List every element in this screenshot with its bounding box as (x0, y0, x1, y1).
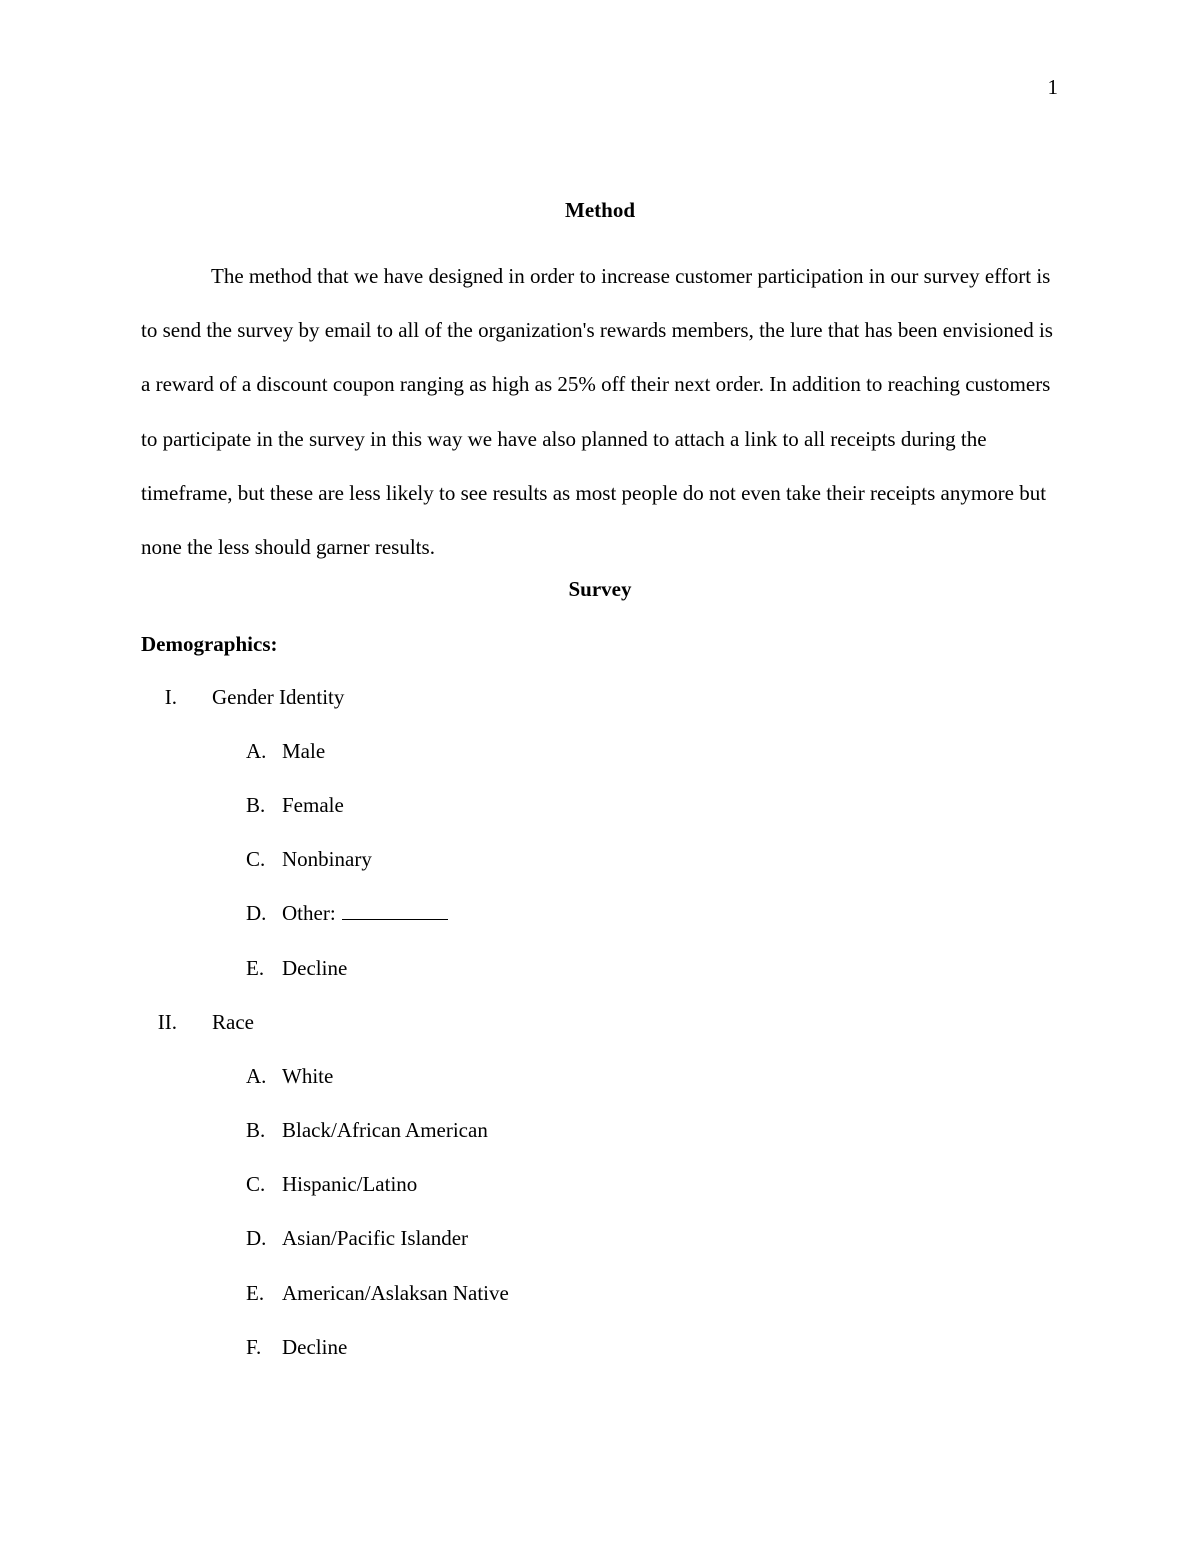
option-text: Asian/Pacific Islander (282, 1226, 469, 1250)
option-letter: D. (246, 1226, 267, 1250)
option-text: Male (282, 739, 326, 763)
demographics-label: Demographics: (141, 632, 278, 656)
option-text: American/Aslaksan Native (282, 1281, 509, 1305)
option-text: Decline (282, 1335, 348, 1359)
option-letter: C. (246, 1172, 266, 1196)
option-text: White (282, 1064, 334, 1088)
option-letter: D. (246, 901, 267, 925)
option-other (282, 900, 448, 926)
survey-heading: Survey (568, 577, 632, 601)
option-text: Nonbinary (282, 847, 372, 871)
method-paragraph: The method that we have designed in order to increase customer participation in our survey effort is to send the survey by email to all of the organization's rewards members, the lure that has been envisioned is a reward of a discount coupon ranging as high as 25% off their next order. In addition to reaching customers to participate in the survey in this way we have also planned to attach a link to all receipts during the timeframe, but these are less likely to see results as most people do not even take their receipts anymore but none the less should garner results. (141, 264, 1053, 560)
option-letter: B. (246, 1118, 266, 1142)
option-text: Decline (282, 956, 348, 980)
option-text: Other: (282, 901, 336, 925)
option-letter: B. (246, 793, 266, 817)
option-text: Hispanic/Latino (282, 1172, 418, 1196)
fill-in-blank (342, 901, 448, 920)
question-text: Race (212, 1010, 254, 1034)
option-letter: A. (246, 1064, 267, 1088)
option-letter: F. (246, 1335, 262, 1359)
option-letter: E. (246, 1281, 265, 1305)
option-text: Female (282, 793, 344, 817)
option-text: Black/African American (282, 1118, 488, 1142)
question-number: II. (157, 1010, 177, 1034)
page-number: 1 (1047, 75, 1058, 99)
method-heading: Method (565, 198, 635, 222)
option-letter: A. (246, 739, 267, 763)
option-letter: E. (246, 956, 265, 980)
question-number: I. (164, 685, 177, 709)
question-text: Gender Identity (212, 685, 345, 709)
option-letter: C. (246, 847, 266, 871)
